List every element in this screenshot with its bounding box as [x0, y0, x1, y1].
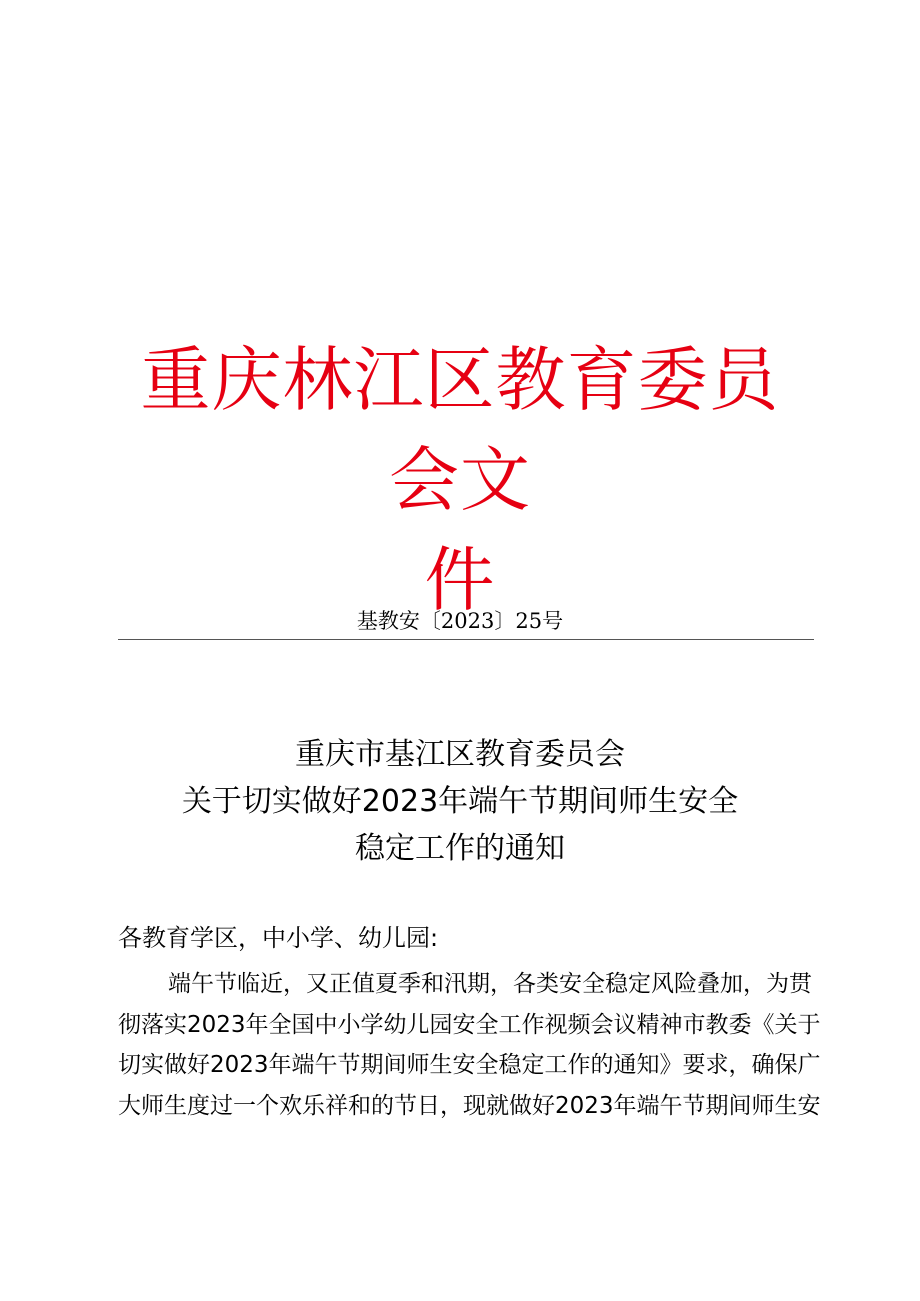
body-line-1: 端午节临近，又正值夏季和汛期，各类安全稳定风险叠加，为贯 [168, 971, 812, 997]
body-line-4: 大师生度过一个欢乐祥和的节日，现就做好2023年端午节期间师生安 [118, 1092, 821, 1119]
body-line-3: 切实做好2023年端午节期间师生安全稳定工作的通知》要求，确保广 [118, 1052, 821, 1079]
subject-line-1: 重庆市基江区教育委员会 [295, 737, 625, 772]
subject-line-2: 关于切实做好2023年端午节期间师生安全 [181, 784, 739, 819]
header-divider [118, 639, 814, 640]
body-line-2: 彻落实2023年全国中小学幼儿园安全工作视频会议精神市教委《关于 [118, 1011, 821, 1038]
subject-line-3: 稳定工作的通知 [355, 831, 565, 866]
issuer-title-line-2: 件 [424, 539, 496, 621]
issuer-title [110, 330, 810, 630]
salutation: 各教育学区，中小学、幼儿园: [118, 924, 439, 952]
document-number: 基教安〔2023〕25号 [356, 609, 564, 633]
document-subject [0, 731, 920, 872]
issuer-title-line-1: 重庆林江区教育委员会文 [140, 339, 780, 521]
body-paragraph [118, 964, 821, 1126]
